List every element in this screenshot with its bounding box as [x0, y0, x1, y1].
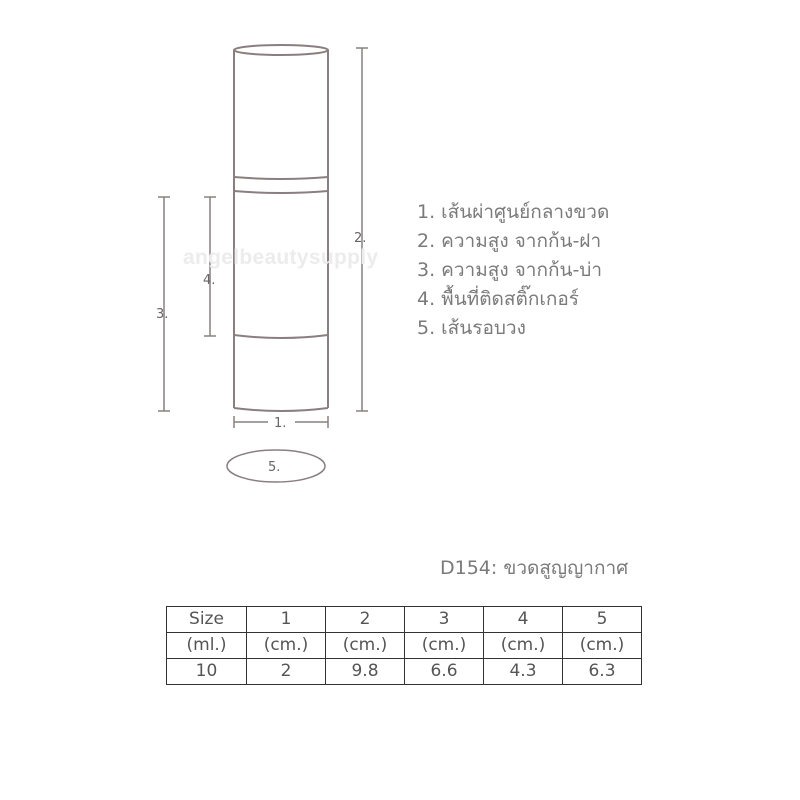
table-cell: (ml.) [167, 633, 247, 659]
table-header-row [167, 607, 642, 633]
table-cell: 2 [326, 607, 405, 633]
product-code-title: D154: ขวดสูญญากาศ [440, 557, 629, 579]
table-cell: 2 [247, 659, 326, 685]
table-cell: (cm.) [405, 633, 484, 659]
table-cell: 4 [484, 607, 563, 633]
bottle-outline [234, 45, 328, 411]
table-cell: 10 [167, 659, 247, 685]
cap-band-lower [234, 191, 328, 193]
legend-item-1: 1. เส้นผ่าศูนย์กลางขวด [417, 201, 610, 223]
label-dim3: 3. [156, 307, 169, 322]
cap-top-ellipse [234, 45, 328, 55]
legend-item-3: 3. ความสูง จากก้น-บ่า [417, 259, 603, 281]
table-cell: 1 [247, 607, 326, 633]
bottle-bottom [234, 408, 328, 411]
label-dim1: 1. [274, 416, 287, 431]
table-cell: 6.3 [563, 659, 642, 685]
table-cell: 4.3 [484, 659, 563, 685]
table-cell: (cm.) [484, 633, 563, 659]
table-cell: 6.6 [405, 659, 484, 685]
legend-item-4: 4. พื้นที่ติดสติ๊กเกอร์ [417, 288, 579, 310]
base-band [234, 335, 328, 338]
label-dim4: 4. [203, 273, 216, 288]
table-unit-row [167, 633, 642, 659]
table-cell: 3 [405, 607, 484, 633]
legend-item-2: 2. ความสูง จากก้น-ฝา [417, 230, 602, 252]
watermark-text: angelbeautysupply [183, 246, 379, 269]
label-dim5: 5. [268, 460, 281, 475]
table-cell: (cm.) [326, 633, 405, 659]
size-spec-table [166, 606, 642, 685]
table-cell: 5 [563, 607, 642, 633]
table-cell: (cm.) [563, 633, 642, 659]
label-dim2: 2. [354, 231, 367, 246]
table-cell: (cm.) [247, 633, 326, 659]
legend-item-5: 5. เส้นรอบวง [417, 317, 526, 339]
cap-band-upper [234, 177, 328, 179]
legend-list [417, 198, 609, 343]
table-cell: 9.8 [326, 659, 405, 685]
table-cell: Size [167, 607, 247, 633]
table-row [167, 659, 642, 685]
